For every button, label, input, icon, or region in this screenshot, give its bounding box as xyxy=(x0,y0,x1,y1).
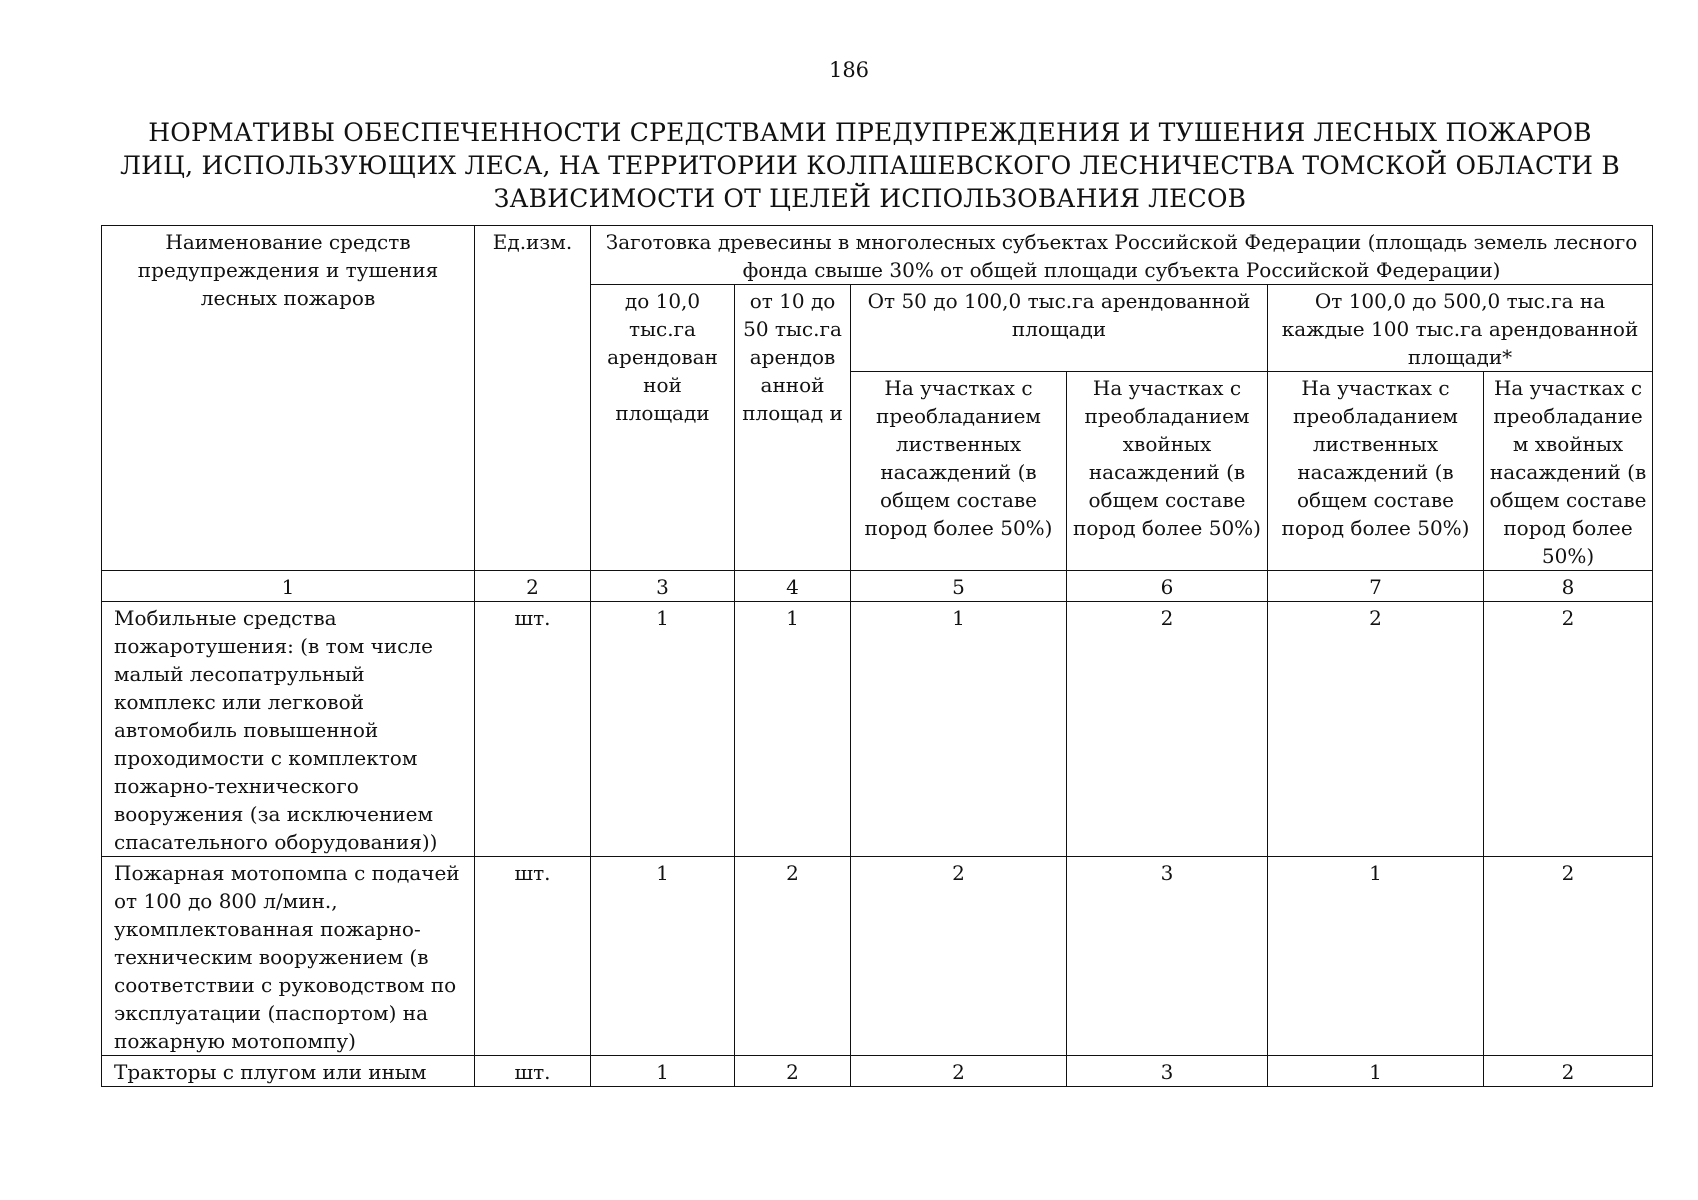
header-col-5: На участках с преобладанием лиственных насаждений (в общем составе пород более 50%) xyxy=(851,372,1067,571)
row-value: 1 xyxy=(591,602,735,857)
row-value: 1 xyxy=(735,602,851,857)
header-col-6: На участках с преобладанием хвойных насаждений (в общем составе пород более 50%) xyxy=(1067,372,1268,571)
row-value: 1 xyxy=(591,857,735,1056)
table-row xyxy=(102,857,1653,1056)
row-name: Мобильные средства пожаротушения: (в том числе малый лесопатрульный комплекс или легковой автомобиль повышенной проходимости с комплектом пожарно-технического вооружения (за исключением спасательного оборудования)) xyxy=(102,602,475,857)
page-number: 186 xyxy=(828,58,870,82)
row-name: Тракторы с плугом или иным xyxy=(102,1056,475,1087)
row-value: 2 xyxy=(1484,602,1653,857)
table-row xyxy=(102,602,1653,857)
row-name: Пожарная мотопомпа с подачей от 100 до 800 л/мин., укомплектованная пожарно-техническим вооружением (в соответствии с руководством по эксплуатации (паспортом) на пожарную мотопомпу) xyxy=(102,857,475,1056)
header-col-7: На участках с преобладанием лиственных насаждений (в общем составе пород более 50%) xyxy=(1268,372,1484,571)
title-line-3: ЗАВИСИМОСТИ ОТ ЦЕЛЕЙ ИСПОЛЬЗОВАНИЯ ЛЕСОВ xyxy=(493,184,1247,213)
row-value: 2 xyxy=(851,1056,1067,1087)
column-number: 4 xyxy=(735,571,851,602)
row-value: 2 xyxy=(1268,602,1484,857)
row-value: 3 xyxy=(1067,857,1268,1056)
row-value: 1 xyxy=(851,602,1067,857)
table-row xyxy=(102,1056,1653,1087)
header-row-1 xyxy=(102,226,1653,285)
title-line-1: НОРМАТИВЫ ОБЕСПЕЧЕННОСТИ СРЕДСТВАМИ ПРЕДУПРЕЖДЕНИЯ И ТУШЕНИЯ ЛЕСНЫХ ПОЖАРОВ xyxy=(148,118,1592,147)
row-value: 2 xyxy=(1484,857,1653,1056)
norms-table xyxy=(101,225,1653,1087)
row-unit: шт. xyxy=(475,857,591,1056)
header-col-8: На участках с преобладание м хвойных насаждений (в общем составе пород более 50%) xyxy=(1484,372,1653,571)
column-number: 2 xyxy=(475,571,591,602)
row-unit: шт. xyxy=(475,602,591,857)
title-line-2: ЛИЦ, ИСПОЛЬЗУЮЩИХ ЛЕСА, НА ТЕРРИТОРИИ КОЛПАШЕВСКОГО ЛЕСНИЧЕСТВА ТОМСКОЙ ОБЛАСТИ В xyxy=(120,151,1620,180)
row-value: 1 xyxy=(1268,857,1484,1056)
header-group-timber-harvest: Заготовка древесины в многолесных субъектах Российской Федерации (площадь земель лесного фонда свыше 30% от общей площади субъекта Российской Федерации) xyxy=(591,226,1653,285)
column-number: 1 xyxy=(102,571,475,602)
row-value: 1 xyxy=(1268,1056,1484,1087)
column-number: 3 xyxy=(591,571,735,602)
header-unit: Ед.изм. xyxy=(475,226,591,571)
column-number: 5 xyxy=(851,571,1067,602)
column-number: 6 xyxy=(1067,571,1268,602)
row-value: 2 xyxy=(1067,602,1268,857)
header-col-4: от 10 до 50 тыс.га арендов анной площад и xyxy=(735,285,851,571)
column-number: 7 xyxy=(1268,571,1484,602)
column-number-row xyxy=(102,571,1653,602)
header-sub-50-100: От 50 до 100,0 тыс.га арендованной площади xyxy=(851,285,1268,372)
row-unit: шт. xyxy=(475,1056,591,1087)
header-col-3: до 10,0 тыс.га арендован ной площади xyxy=(591,285,735,571)
header-sub-100-500: От 100,0 до 500,0 тыс.га на каждые 100 тыс.га арендованной площади* xyxy=(1268,285,1653,372)
column-number: 8 xyxy=(1484,571,1653,602)
row-value: 2 xyxy=(735,857,851,1056)
row-value: 1 xyxy=(591,1056,735,1087)
row-value: 3 xyxy=(1067,1056,1268,1087)
document-title xyxy=(100,116,1640,215)
row-value: 2 xyxy=(1484,1056,1653,1087)
header-name: Наименование средств предупреждения и тушения лесных пожаров xyxy=(102,226,475,571)
row-value: 2 xyxy=(851,857,1067,1056)
row-value: 2 xyxy=(735,1056,851,1087)
